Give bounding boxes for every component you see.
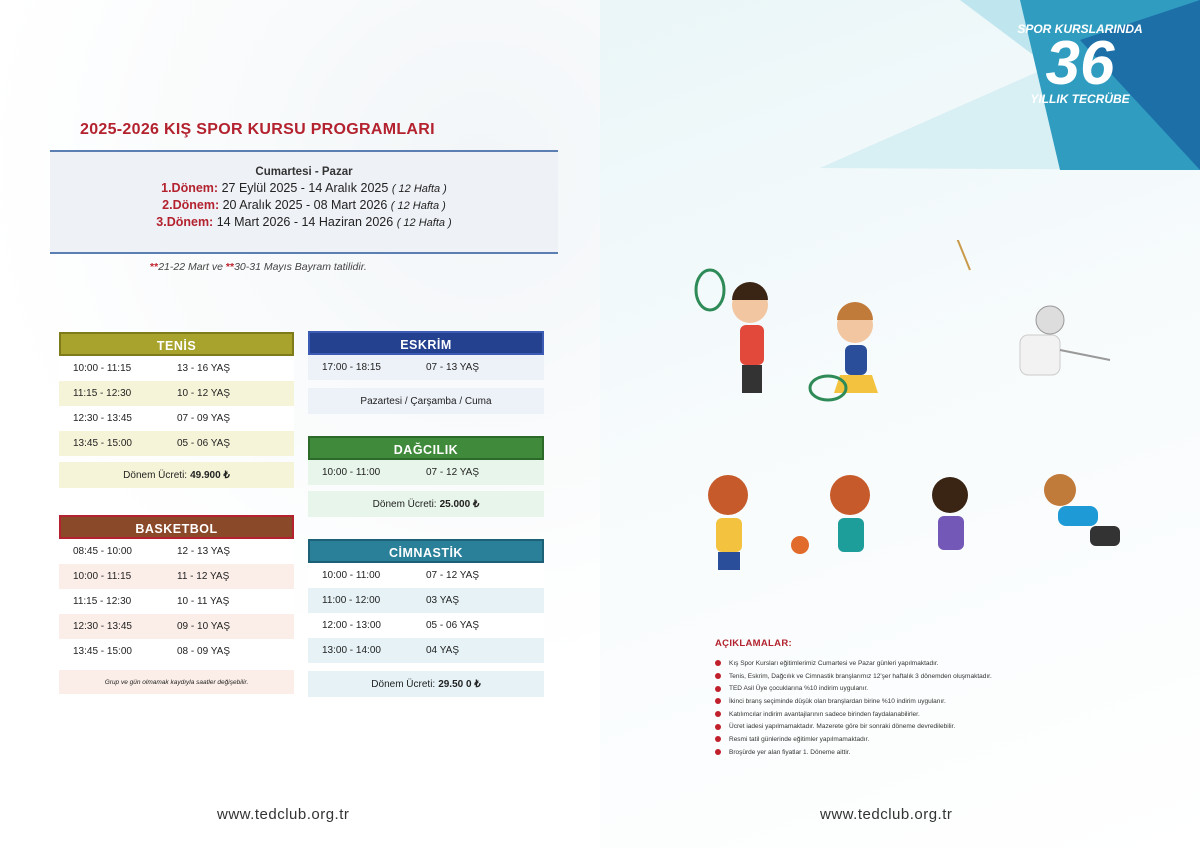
age-cell: 07 - 09 YAŞ [177, 413, 230, 424]
sports-kids-illustration [680, 240, 1180, 620]
star-icon: ** [150, 261, 159, 273]
notes-section [715, 638, 1135, 759]
age-cell: 09 - 10 YAŞ [177, 621, 230, 632]
table-row [59, 406, 294, 431]
time-cell: 11:15 - 12:30 [73, 596, 132, 607]
table-row [308, 638, 544, 663]
note-text: Katılımcılar indirim avantajlarının sadece birinden faydalanabilirler. [729, 710, 920, 718]
schedule-days: Cumartesi - Pazar [255, 166, 353, 178]
note-text: Kış Spor Kursları eğitimlerimiz Cumartesi ve Pazar günleri yapılmaktadır. [729, 659, 939, 667]
time-cell: 12:30 - 13:45 [73, 621, 132, 632]
note-text: Resmi tatil günlerinde eğitimler yapılmamaktadır. [729, 735, 870, 743]
period-dates: 27 Eylül 2025 - 14 Aralık 2025 [221, 181, 389, 195]
dagcilik-header: DAĞCILIK [308, 436, 544, 460]
cimnastik-header: CİMNASTİK [308, 539, 544, 563]
bullet-icon [715, 711, 721, 717]
list-item [715, 695, 1135, 708]
website-link-left[interactable]: www.tedclub.org.tr [217, 806, 350, 823]
list-item [715, 670, 1135, 683]
cimnastik-fee [308, 671, 544, 697]
table-row [59, 614, 294, 639]
table-row [59, 431, 294, 456]
time-cell: 10:00 - 11:00 [322, 570, 381, 581]
period-dates: 20 Aralık 2025 - 08 Mart 2026 [222, 198, 388, 212]
star-icon: ** [225, 261, 235, 273]
holiday-note [150, 261, 367, 273]
eskrim-panel [308, 331, 544, 414]
age-cell: 04 YAŞ [426, 645, 459, 656]
table-row [308, 460, 544, 485]
tenis-header: TENİS [59, 332, 294, 356]
table-row [59, 381, 294, 406]
bullet-icon [715, 749, 721, 755]
age-cell: 05 - 06 YAŞ [426, 620, 479, 631]
fee-label: Dönem Ücreti: [371, 678, 436, 690]
time-cell: 10:00 - 11:15 [73, 363, 132, 374]
age-cell: 07 - 13 YAŞ [426, 362, 479, 373]
fee-label: Dönem Ücreti: [123, 469, 188, 481]
period-3 [50, 215, 558, 229]
time-cell: 13:45 - 15:00 [73, 438, 132, 449]
period-label: 3.Dönem: [156, 215, 214, 229]
time-cell: 11:15 - 12:30 [73, 388, 132, 399]
age-cell: 03 YAŞ [426, 595, 459, 606]
table-row [308, 588, 544, 613]
time-cell: 13:45 - 15:00 [73, 646, 132, 657]
period-dates: 14 Mart 2026 - 14 Haziran 2026 [216, 215, 394, 229]
list-item [715, 746, 1135, 759]
age-cell: 08 - 09 YAŞ [177, 646, 230, 657]
holiday-part1: 21-22 Mart ve [158, 261, 226, 273]
time-cell: 08:45 - 10:00 [73, 546, 132, 557]
note-text: Tenis, Eskrim, Dağcılık ve Cimnastik branşlarımız 12'şer haftalık 3 dönemden oluşmaktadır. [729, 672, 992, 680]
fee-value: 49.900 ₺ [190, 469, 230, 481]
bullet-icon [715, 660, 721, 666]
period-1 [50, 181, 558, 195]
note-text: Ücret iadesi yapılmamaktadır. Mazerete göre bir sonraki döneme devredilebilir. [729, 723, 956, 731]
bullet-icon [715, 673, 721, 679]
age-cell: 10 - 11 YAŞ [177, 596, 230, 607]
time-cell: 12:00 - 13:00 [322, 620, 381, 631]
table-row [308, 563, 544, 588]
eskrim-header: ESKRİM [308, 331, 544, 355]
bullet-icon [715, 698, 721, 704]
list-item [715, 708, 1135, 721]
bullet-icon [715, 736, 721, 742]
time-cell: 12:30 - 13:45 [73, 413, 132, 424]
age-cell: 13 - 16 YAŞ [177, 363, 230, 374]
page-title: 2025-2026 KIŞ SPOR KURSU PROGRAMLARI [80, 121, 435, 138]
period-2 [50, 198, 558, 212]
time-cell: 11:00 - 12:00 [322, 595, 381, 606]
experience-badge [1000, 22, 1160, 106]
period-weeks: ( 12 Hafta ) [390, 200, 446, 212]
table-row [59, 564, 294, 589]
tenis-fee [59, 462, 294, 488]
basketbol-footnote: Grup ve gün olmamak kaydıyla saatler değişebilir. [59, 670, 294, 694]
list-item [715, 733, 1135, 746]
notes-heading: AÇIKLAMALAR: [715, 638, 792, 649]
age-cell: 07 - 12 YAŞ [426, 467, 479, 478]
age-cell: 05 - 06 YAŞ [177, 438, 230, 449]
period-weeks: ( 12 Hafta ) [391, 183, 447, 195]
age-cell: 12 - 13 YAŞ [177, 546, 230, 557]
basketbol-panel [59, 515, 294, 694]
list-item [715, 657, 1135, 670]
badge-number: 36 [1045, 29, 1115, 98]
fee-value: 25.000 ₺ [439, 498, 480, 510]
time-cell: 17:00 - 18:15 [322, 362, 381, 373]
period-label: 2.Dönem: [162, 198, 220, 212]
table-row [308, 355, 544, 380]
holiday-part2: 30-31 Mayıs Bayram tatilidir. [234, 261, 367, 273]
note-text: TED Asil Üye çocuklarına %10 indirim uygulanır. [729, 685, 869, 693]
table-row [59, 589, 294, 614]
schedule-box [50, 150, 558, 254]
dagcilik-fee [308, 491, 544, 517]
time-cell: 13:00 - 14:00 [322, 645, 381, 656]
fee-value: 29.50 0 ₺ [438, 678, 481, 690]
badge-top-text: SPOR KURSLARINDA [1017, 22, 1143, 36]
cimnastik-panel [308, 539, 544, 697]
age-cell: 11 - 12 YAŞ [177, 571, 230, 582]
badge-bottom-text: YILLIK TECRÜBE [1030, 92, 1130, 106]
period-weeks: ( 12 Hafta ) [396, 217, 452, 229]
basketbol-header: BASKETBOL [59, 515, 294, 539]
fee-label: Dönem Ücreti: [372, 498, 437, 510]
list-item [715, 720, 1135, 733]
tenis-panel [59, 332, 294, 488]
age-cell: 10 - 12 YAŞ [177, 388, 230, 399]
bullet-icon [715, 686, 721, 692]
table-row [59, 639, 294, 664]
note-text: Broşürde yer alan fiyatlar 1. Döneme aittir. [729, 748, 851, 756]
dagcilik-panel [308, 436, 544, 517]
table-row [59, 539, 294, 564]
note-text: İkinci branş seçiminde düşük olan branşlardan birine %10 indirim uygulanır. [729, 697, 946, 705]
period-label: 1.Dönem: [161, 181, 219, 195]
table-row [59, 356, 294, 381]
bullet-icon [715, 724, 721, 730]
time-cell: 10:00 - 11:00 [322, 467, 381, 478]
table-row [308, 613, 544, 638]
time-cell: 10:00 - 11:15 [73, 571, 132, 582]
website-link-right[interactable]: www.tedclub.org.tr [820, 806, 953, 823]
eskrim-days: Pazartesi / Çarşamba / Cuma [308, 388, 544, 414]
age-cell: 07 - 12 YAŞ [426, 570, 479, 581]
list-item [715, 682, 1135, 695]
